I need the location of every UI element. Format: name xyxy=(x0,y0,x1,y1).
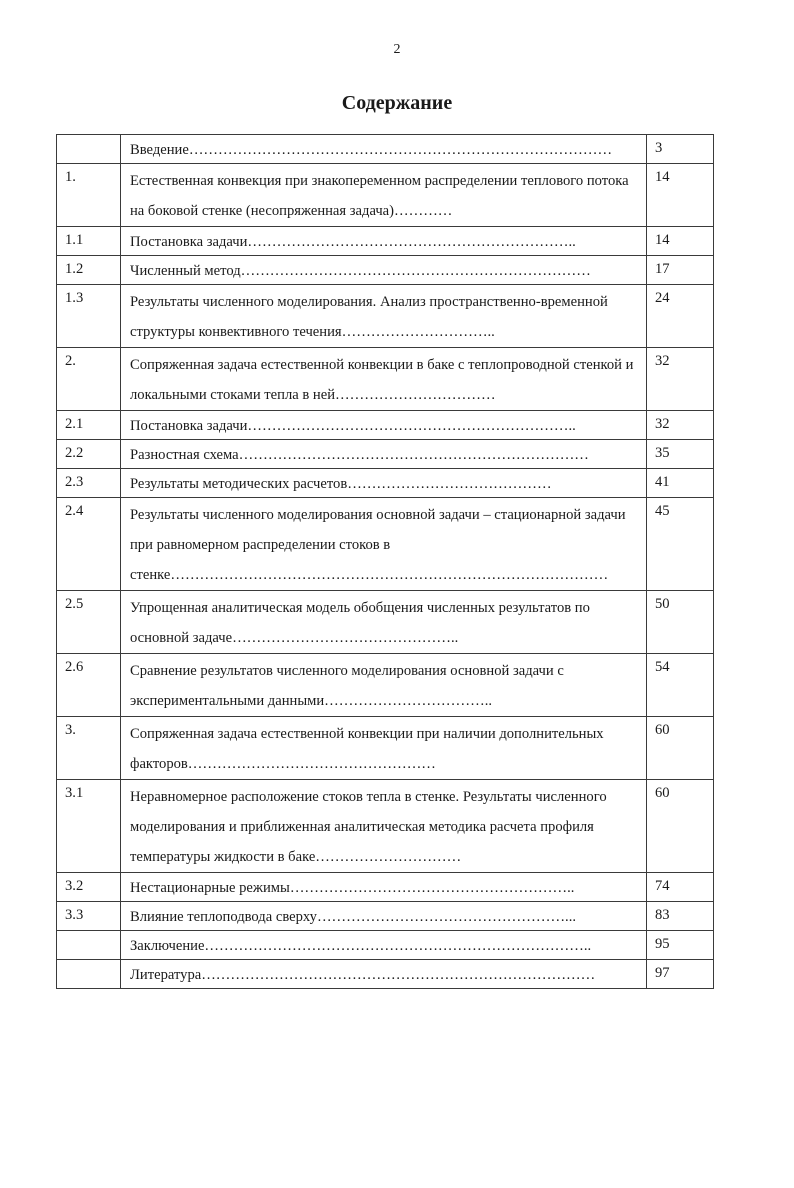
toc-entry-text: Сравнение результатов численного моделирования основной задачи с экспериментальными данными…………………………….. xyxy=(121,654,647,717)
toc-row xyxy=(57,591,714,654)
toc-section-number: 1. xyxy=(57,164,121,227)
toc-page-number: 83 xyxy=(647,902,714,931)
toc-entry-text: Сопряженная задача естественной конвекции при наличии дополнительных факторов…………………………………………… xyxy=(121,717,647,780)
toc-row xyxy=(57,135,714,164)
toc-page-number: 41 xyxy=(647,469,714,498)
toc-section-number xyxy=(57,931,121,960)
toc-section-number: 1.3 xyxy=(57,285,121,348)
toc-page-number: 60 xyxy=(647,717,714,780)
toc-page-number: 45 xyxy=(647,498,714,591)
toc-entry-text: Результаты численного моделирования основной задачи – стационарной задачи при равномерном распределении стоков в стенке……………………………………………………………………………… xyxy=(121,498,647,591)
toc-page-number: 97 xyxy=(647,960,714,989)
toc-row xyxy=(57,227,714,256)
toc-section-number: 2.2 xyxy=(57,440,121,469)
toc-section-number: 3.3 xyxy=(57,902,121,931)
toc-page-number: 50 xyxy=(647,591,714,654)
toc-section-number: 2.3 xyxy=(57,469,121,498)
page-title: Содержание xyxy=(341,92,453,114)
toc-entry-text: Естественная конвекция при знакопеременном распределении теплового потока на боковой стенке (несопряженная задача)………… xyxy=(121,164,647,227)
toc-entry-text: Постановка задачи………………………………………………………….. xyxy=(121,411,647,440)
toc-page-number: 24 xyxy=(647,285,714,348)
toc-entry-text: Литература……………………………………………………………………… xyxy=(121,960,647,989)
page-number: 2 xyxy=(393,42,401,57)
toc-page-number: 95 xyxy=(647,931,714,960)
toc-section-number: 2.1 xyxy=(57,411,121,440)
toc-section-number: 3. xyxy=(57,717,121,780)
table-of-contents xyxy=(56,134,714,989)
toc-page-number: 32 xyxy=(647,411,714,440)
toc-page-number: 32 xyxy=(647,348,714,411)
toc-entry-text: Разностная схема……………………………………………………………… xyxy=(121,440,647,469)
toc-row xyxy=(57,873,714,902)
toc-page-number: 14 xyxy=(647,227,714,256)
toc-row xyxy=(57,960,714,989)
toc-entry-text: Заключение…………………………………………………………………….. xyxy=(121,931,647,960)
toc-entry-text: Нестационарные режимы………………………………………………….. xyxy=(121,873,647,902)
toc-section-number xyxy=(57,135,121,164)
toc-page-number: 14 xyxy=(647,164,714,227)
toc-section-number: 2.4 xyxy=(57,498,121,591)
toc-section-number: 1.2 xyxy=(57,256,121,285)
toc-entry-text: Неравномерное расположение стоков тепла в стенке. Результаты численного моделирования и приближенная аналитическая методика расчета профиля температуры жидкости в баке………………………… xyxy=(121,780,647,873)
toc-row xyxy=(57,931,714,960)
toc-row xyxy=(57,654,714,717)
toc-entry-text: Сопряженная задача естественной конвекции в баке с теплопроводной стенкой и локальными стоками тепла в ней…………………………… xyxy=(121,348,647,411)
toc-page-number: 60 xyxy=(647,780,714,873)
toc-entry-text: Постановка задачи………………………………………………………….. xyxy=(121,227,647,256)
toc-section-number: 3.2 xyxy=(57,873,121,902)
toc-entry-text: Численный метод……………………………………………………………… xyxy=(121,256,647,285)
toc-section-number: 2.5 xyxy=(57,591,121,654)
toc-row xyxy=(57,164,714,227)
toc-section-number: 1.1 xyxy=(57,227,121,256)
toc-section-number xyxy=(57,960,121,989)
toc-entry-text: Упрощенная аналитическая модель обобщения численных результатов по основной задаче……………………………………….. xyxy=(121,591,647,654)
toc-row xyxy=(57,780,714,873)
toc-entry-text: Результаты численного моделирования. Анализ пространственно-временной структуры конвективного течения………………………….. xyxy=(121,285,647,348)
toc-section-number: 2.6 xyxy=(57,654,121,717)
toc-row xyxy=(57,498,714,591)
toc-row xyxy=(57,411,714,440)
toc-row xyxy=(57,469,714,498)
toc-row xyxy=(57,348,714,411)
toc-entry-text: Влияние теплоподвода сверху……………………………………………... xyxy=(121,902,647,931)
toc-page-number: 74 xyxy=(647,873,714,902)
toc-page-number: 54 xyxy=(647,654,714,717)
toc-page-number: 17 xyxy=(647,256,714,285)
toc-section-number: 2. xyxy=(57,348,121,411)
toc-page-number: 35 xyxy=(647,440,714,469)
toc-row xyxy=(57,717,714,780)
toc-entry-text: Введение…………………………………………………………………………… xyxy=(121,135,647,164)
toc-page-number: 3 xyxy=(647,135,714,164)
toc-row xyxy=(57,256,714,285)
toc-row xyxy=(57,902,714,931)
toc-row xyxy=(57,440,714,469)
toc-row xyxy=(57,285,714,348)
toc-entry-text: Результаты методических расчетов…………………………………… xyxy=(121,469,647,498)
toc-section-number: 3.1 xyxy=(57,780,121,873)
